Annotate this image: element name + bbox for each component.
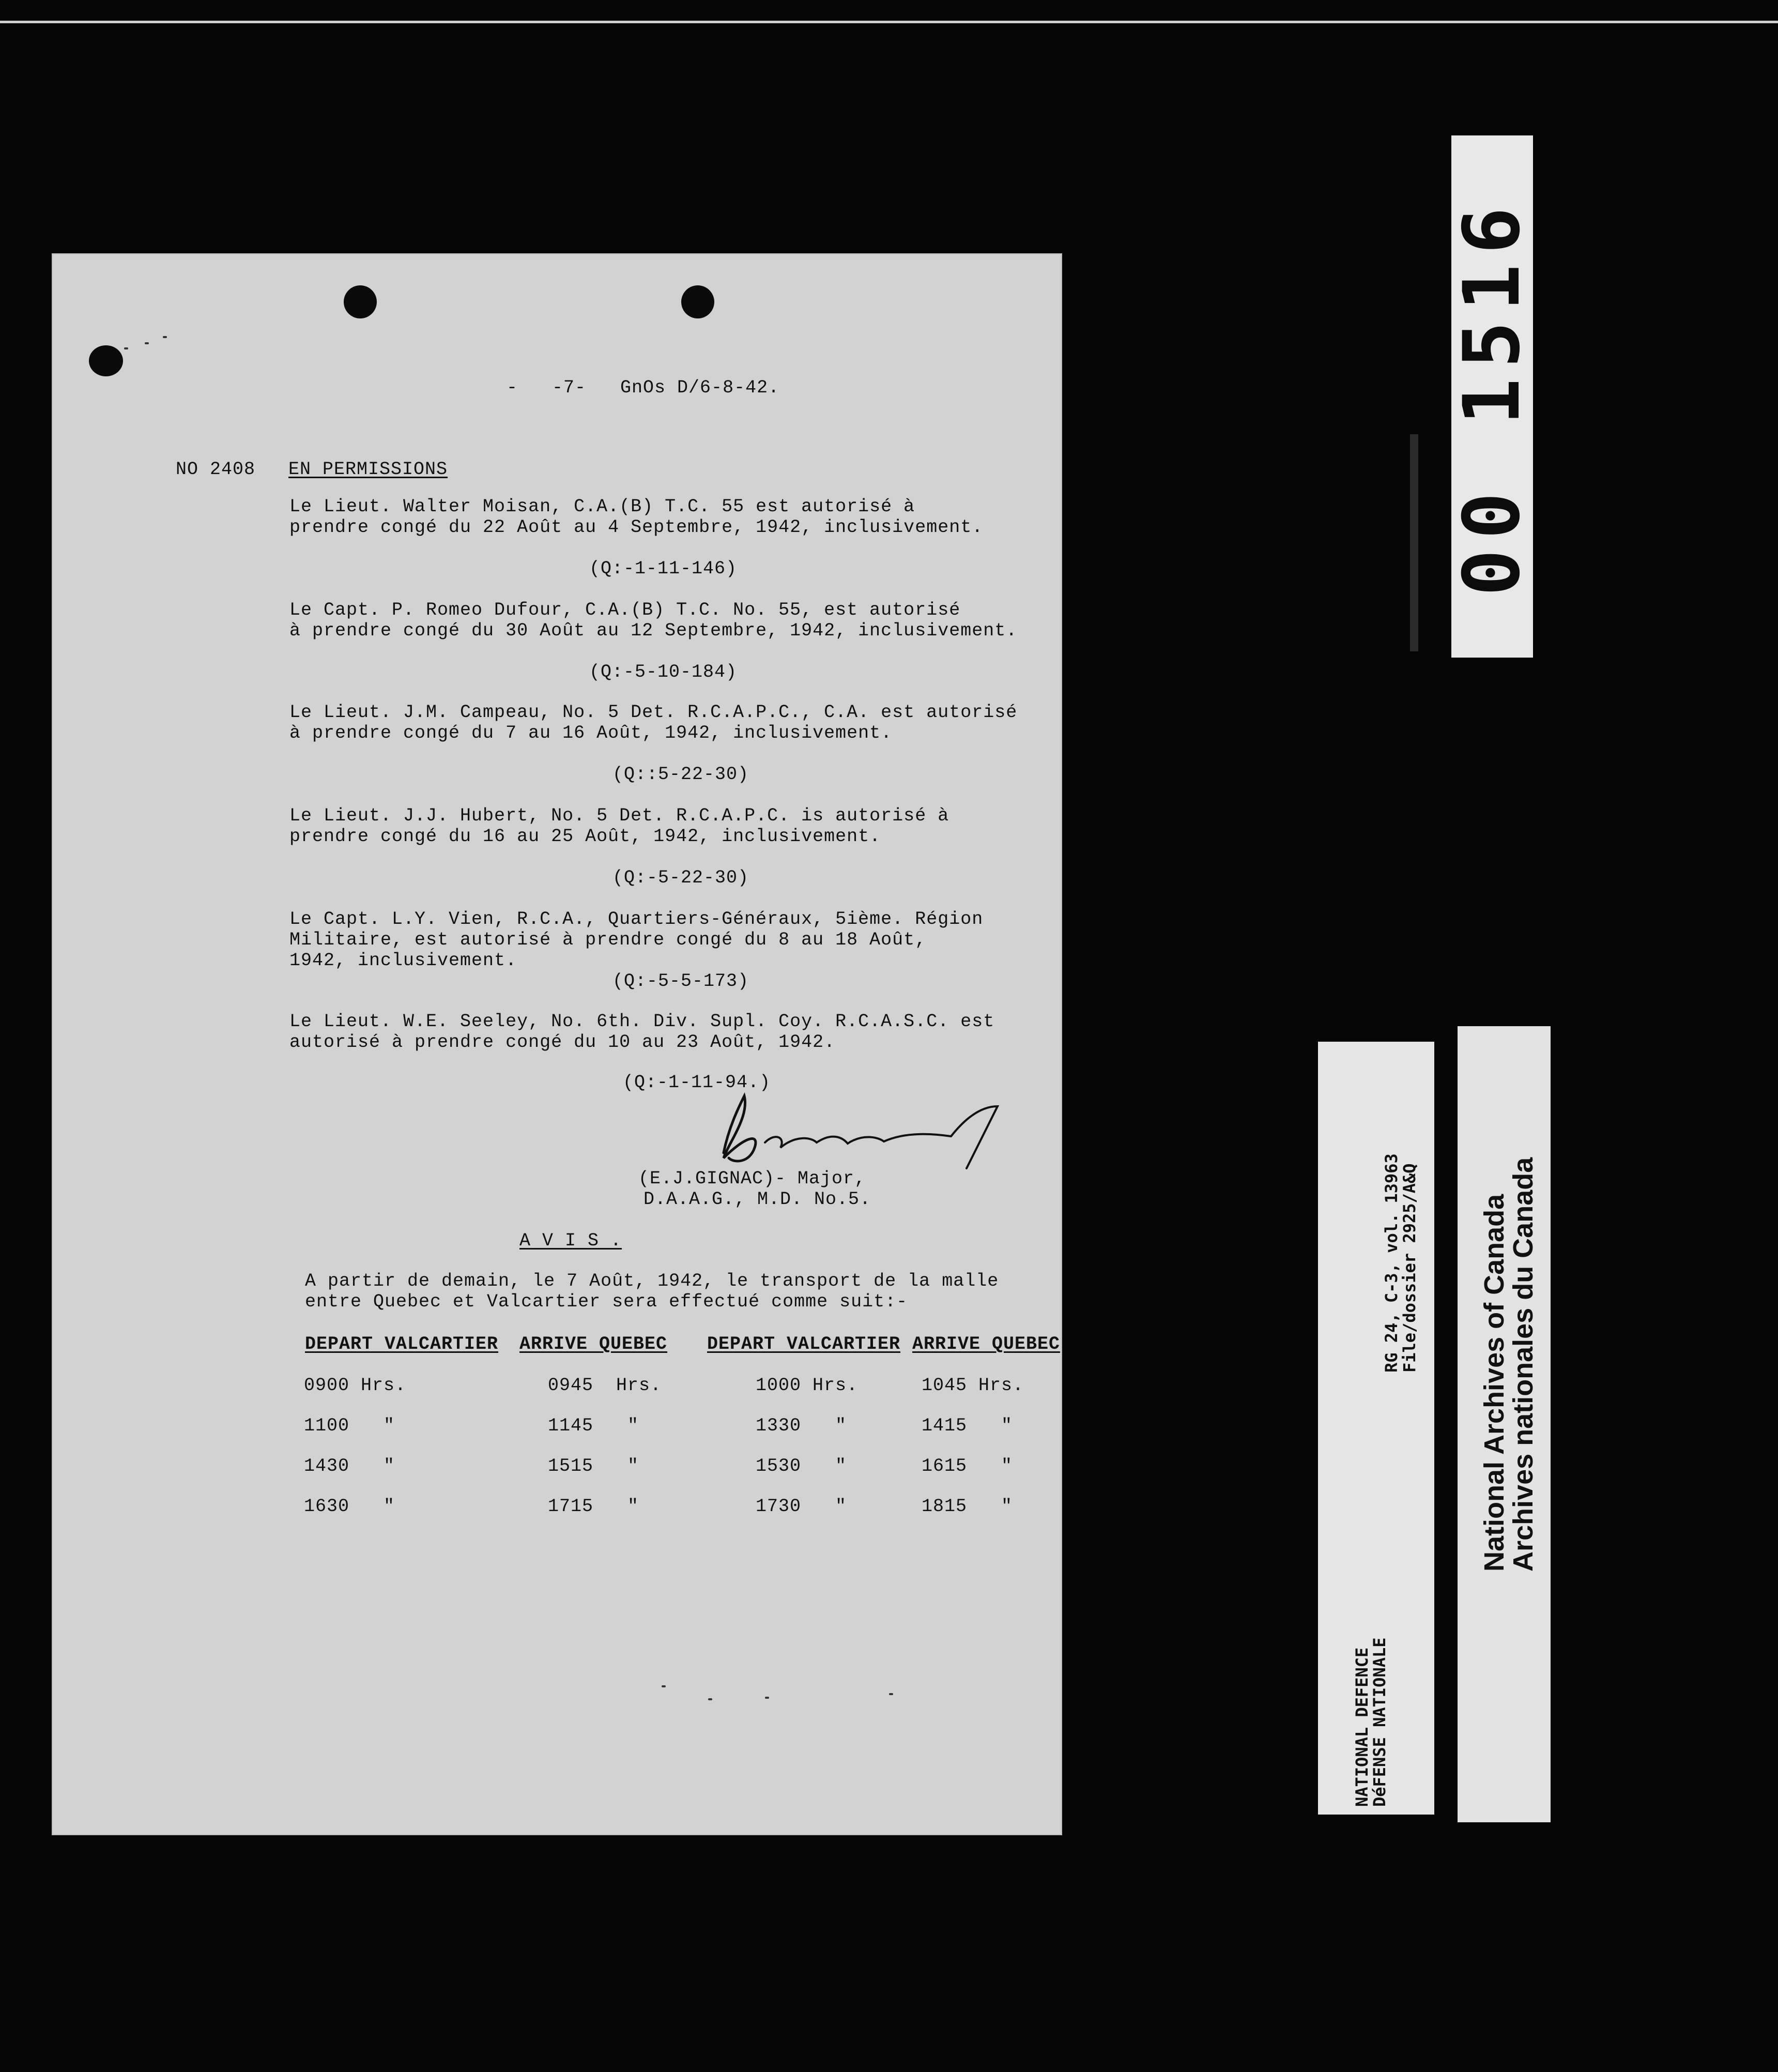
entry-reference: (Q:-1-11-94.) <box>623 1072 771 1093</box>
ink-speck <box>662 1685 666 1687</box>
entry-line: Le Lieut. Walter Moisan, C.A.(B) T.C. 55 est autorisé à <box>289 496 915 517</box>
reel-number: 00 1516 <box>1447 196 1537 597</box>
schedule-cell: 1615 " <box>922 1456 1013 1476</box>
schedule-cell: 1045 Hrs. <box>922 1375 1024 1396</box>
entry-line: prendre congé du 16 au 25 Août, 1942, inclusivement. <box>289 826 881 847</box>
schedule-cell: 1430 " <box>304 1456 395 1476</box>
entry-line: à prendre congé du 30 Août au 12 Septembre, 1942, inclusivement. <box>289 620 1018 641</box>
schedule-cell: 0900 Hrs. <box>304 1375 407 1396</box>
ink-speck <box>124 347 128 349</box>
entry-line: Le Capt. L.Y. Vien, R.C.A., Quartiers-Généraux, 5ième. Région <box>289 909 984 930</box>
ink-speck <box>163 336 167 338</box>
schedule-header: ARRIVE QUEBEC <box>912 1334 1061 1354</box>
defence-label <box>1318 1042 1434 1815</box>
scan-edge-line <box>0 21 1778 23</box>
entry-line: Le Lieut. W.E. Seeley, No. 6th. Div. Supl. Coy. R.C.A.S.C. est <box>289 1011 995 1032</box>
entry-line: Militaire, est autorisé à prendre congé du 8 au 18 Août, <box>289 930 927 950</box>
entry-reference: (Q:-5-5-173) <box>612 971 749 992</box>
defence-name: NATIONAL DEFENCE <box>1352 1647 1372 1807</box>
entry-line: 1942, inclusivement. <box>289 950 517 971</box>
entry-line: autorisé à prendre congé du 10 au 23 Août, 1942. <box>289 1032 836 1053</box>
page-header: - -7- GnOs D/6-8-42. <box>507 377 780 398</box>
schedule-cell: 0945 Hrs. <box>548 1375 662 1396</box>
schedule-cell: 1330 " <box>756 1415 847 1436</box>
entry-line: Le Capt. P. Romeo Dufour, C.A.(B) T.C. No. 55, est autorisé <box>289 600 961 620</box>
signatory-title: D.A.A.G., M.D. No.5. <box>643 1189 871 1210</box>
schedule-header: ARRIVE QUEBEC <box>519 1334 668 1354</box>
schedule-cell: 1515 " <box>548 1456 639 1476</box>
entry-line: à prendre congé du 7 au 16 Août, 1942, inclusivement. <box>289 723 893 743</box>
record-group-ref: RG 24, C-3, vol. 13963 <box>1382 1153 1401 1373</box>
notice-line: A partir de demain, le 7 Août, 1942, le transport de la malle <box>305 1271 999 1291</box>
punch-hole <box>681 285 714 318</box>
ink-speck <box>765 1697 769 1699</box>
section-title: EN PERMISSIONS <box>288 459 448 480</box>
punch-hole <box>89 345 123 376</box>
document-page <box>52 253 1062 1835</box>
defence-name-fr: DéFENSE NATIONALE <box>1370 1637 1389 1807</box>
schedule-header: DEPART VALCARTIER <box>707 1334 901 1354</box>
film-edge-mark <box>1410 434 1418 651</box>
entry-line: Le Lieut. J.M. Campeau, No. 5 Det. R.C.A.P.C., C.A. est autorisé <box>289 702 1018 723</box>
schedule-cell: 1715 " <box>548 1496 639 1517</box>
archives-name: National Archives of Canada <box>1479 1194 1510 1572</box>
schedule-cell: 1630 " <box>304 1496 395 1517</box>
signatory-name: (E.J.GIGNAC)- Major, <box>638 1168 866 1189</box>
entry-reference: (Q:-1-11-146) <box>589 558 738 579</box>
entry-reference: (Q:-5-22-30) <box>612 867 749 888</box>
schedule-cell: 1815 " <box>922 1496 1013 1517</box>
schedule-cell: 1730 " <box>756 1496 847 1517</box>
ink-speck <box>889 1693 893 1695</box>
entry-reference: (Q:-5-10-184) <box>589 662 738 682</box>
schedule-cell: 1415 " <box>922 1415 1013 1436</box>
notice-line: entre Quebec et Valcartier sera effectué comme suit:- <box>305 1291 908 1312</box>
file-ref: File/dossier 2925/A&Q <box>1400 1163 1419 1373</box>
entry-line: prendre congé du 22 Août au 4 Septembre, 1942, inclusivement. <box>289 517 984 538</box>
handwritten-signature <box>708 1086 1049 1174</box>
reel-number-tab <box>1447 135 1537 658</box>
ink-speck <box>145 342 149 344</box>
schedule-header: DEPART VALCARTIER <box>305 1334 499 1354</box>
archives-label <box>1458 1026 1551 1822</box>
entry-line: Le Lieut. J.J. Hubert, No. 5 Det. R.C.A.P.C. is autorisé à <box>289 805 949 826</box>
punch-hole <box>344 285 377 318</box>
notice-title: A V I S . <box>519 1230 622 1251</box>
schedule-cell: 1145 " <box>548 1415 639 1436</box>
schedule-cell: 1530 " <box>756 1456 847 1476</box>
ink-speck <box>708 1698 712 1700</box>
order-number: NO 2408 <box>176 459 256 480</box>
schedule-cell: 1100 " <box>304 1415 395 1436</box>
archives-name-fr: Archives nationales du Canada <box>1508 1157 1539 1572</box>
entry-reference: (Q::5-22-30) <box>612 764 749 785</box>
schedule-cell: 1000 Hrs. <box>756 1375 859 1396</box>
